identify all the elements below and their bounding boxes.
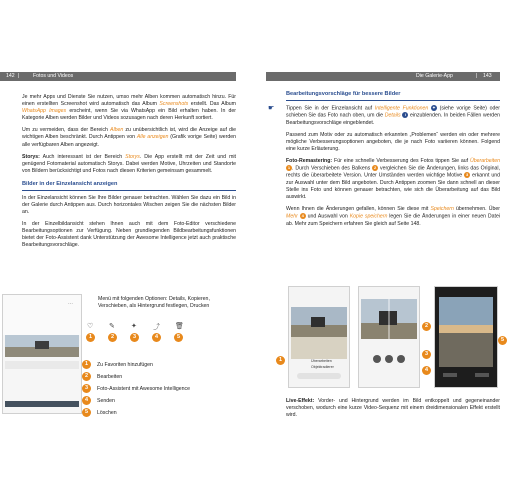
- right-body-text: [268, 91, 500, 233]
- callout-5: 5: [174, 333, 183, 342]
- right-header-title: Die Galerie-App: [416, 73, 453, 79]
- left-page: [6, 0, 237, 501]
- edit-icon: ✎: [109, 323, 115, 330]
- paragraph: Um zu vermeiden, dass der Bereich Alben zu unübersichtlich ist, wird die Anzeige auf die wichtigen Alben beschränkt. Durch Antippen von Alle anzeigen (Grafik vorige Seite) werden alle verfügbaren Alben angezeigt.: [22, 127, 236, 148]
- callout-live: 5: [498, 336, 507, 345]
- heart-icon: ♡: [87, 323, 94, 330]
- phone-screenshot-live-effect: [434, 286, 498, 388]
- legend-item: 4 Senden: [82, 396, 115, 405]
- right-page-header: [266, 72, 500, 81]
- callout-1: 1: [276, 356, 285, 365]
- left-page-number: 142: [6, 73, 15, 79]
- pointing-hand-icon: ☛: [268, 104, 275, 112]
- object-eraser-button[interactable]: Objektradierer: [311, 365, 334, 369]
- paragraph: Wenn Ihnen die Änderungen gefallen, können Sie diese mit Speichern übernehmen. Über Mehr 4 und Auswahl von Kopie speichern legen Sie die Änderungen in einer neuen Datei ab. Mehr zum Speichern erfahren Sie gleich auf Seite 148.: [286, 206, 500, 227]
- toolbar-icons: [85, 322, 195, 332]
- phone-screenshot-compare: [358, 286, 420, 388]
- callout-numbers: [85, 333, 195, 343]
- live-effect-text: Live-Effekt: Vorder- und Hintergrund werden im Bild entkoppelt und gegeneinander verschoben, wodurch eine kurze Video-Sequenz mit einem dreidimensionalen Effekt erstellt wird.: [286, 398, 500, 419]
- section-heading: Bilder in der Einzelansicht anzeigen: [22, 181, 236, 191]
- share-icon: ⤴: [153, 324, 160, 331]
- enhance-button[interactable]: Überarbeiten: [311, 359, 332, 363]
- tip-paragraph: ☛ Tippen Sie in der Einzelansicht auf Intelligente Funktionen ✦ (siehe vorige Seite) oder schieben Sie das Foto nach oben, um die Details i einzublenden. In beiden Fällen werden Bearbeitungsvorschläge eingeblendet.: [268, 104, 500, 126]
- paragraph: Foto-Remastering: Für eine schnelle Verbesserung des Fotos tippen Sie auf Überarbeiten 1 . Durch Verschieben des Balkens 2 vergleichen Sie die Änderungen, links das Original, rechts die überarbeitete Version. Unter Umständen werden wichtige Motive 3 erkannt und zur Auswahl unter dem Bild angeboten. Durch Antippen zoomen Sie dann schnell an dieser Stelle ins Foto und können genauer betrachten, wie sich die Überarbeitung auf das Bild auswirkt.: [286, 157, 500, 201]
- left-header-title: Fotos und Videos: [33, 73, 74, 79]
- section-heading: Bearbeitungsvorschläge für bessere Bilder: [286, 91, 500, 101]
- header-separator: |: [476, 73, 478, 79]
- thumbnail-strip: [5, 401, 79, 407]
- callout-4: 4: [422, 366, 431, 375]
- paragraph: Storys: Auch interessant ist der Bereich Storys. Die App erstellt mit der Zeit und mit genügend Fotomaterial automatisch Storys. Dabei werden Motive, Uhrzeiten und Standorte von Bildern berücksichtigt und Fotos nach diesen Kriterien gemeinsam gesammelt.: [22, 153, 236, 174]
- paragraph: Passend zum Motiv oder zu automatisch erkannten „Problemen“ werden ein oder mehrere mögliche Verbesserungsoptionen angeboten, die je nach Foto variieren können. Folgend eine kurze Erläuterung.: [286, 131, 500, 152]
- legend-item: 1 Zu Favoriten hinzufügen: [82, 360, 153, 369]
- callout-2: 2: [108, 333, 117, 342]
- info-icon: i: [402, 112, 408, 118]
- header-separator: |: [18, 73, 20, 79]
- menu-caption: Menü mit folgenden Optionen: Details, Kopieren, Verschieben, als Hintergrund festlegen, Drucken: [98, 296, 210, 310]
- callout-4: 4: [152, 333, 161, 342]
- callout-3: 3: [130, 333, 139, 342]
- callout-1: 1: [86, 333, 95, 342]
- photo-preview: [5, 335, 79, 357]
- legend-item: 3 Foto-Assistent mit Awesome Intelligence: [82, 384, 190, 393]
- phone-screenshot-original: [288, 286, 350, 388]
- right-page-number: 143: [483, 73, 492, 79]
- paragraph: Je mehr Apps und Dienste Sie nutzen, umso mehr Alben kommen automatisch hinzu. Für einen erstellten Screenshot wird automatisch das Album Screenshots erstellt. Das Album WhatsApp Images erscheint, wenn Sie via WhatsApp ein Bild erhalten haben. In der Kategorie Alben werden Bilder und Videos sozusagen nach deren Herkunft sortiert.: [22, 94, 237, 122]
- assistant-icon: ✦: [131, 323, 137, 330]
- left-page-header: [0, 72, 236, 81]
- legend-item: 5 Löschen: [82, 408, 117, 417]
- legend-item: 2 Bearbeiten: [82, 372, 122, 381]
- callout-3: 3: [422, 350, 431, 359]
- callout-2: 2: [422, 322, 431, 331]
- left-body-text: [22, 94, 236, 254]
- paragraph: In der Einzelansicht können Sie Ihre Bilder genauer betrachten. Wählen Sie dazu ein Bild in der Galerie durch Antippen aus. Durch horizontales Wischen zeigen Sie die nächsten Bilder an.: [22, 194, 236, 215]
- ai-icon: ✦: [432, 104, 436, 110]
- right-page: [266, 0, 505, 501]
- phone-screenshot: [2, 294, 82, 414]
- paragraph: In der Einzelbildansicht stehen Ihnen auch mit dem Foto-Editor verschiedene Bearbeitungsoptionen zur Verfügung. Neben grundlegenden Bildbearbeitungsfunktionen bietet der Foto-Assistent dank Unterstützung der Awesome Intelligence jetzt auch praktische Bearbeitungsvorschläge.: [22, 220, 236, 249]
- trash-icon: 🗑: [175, 323, 184, 330]
- more-icon: ⋯: [68, 301, 73, 307]
